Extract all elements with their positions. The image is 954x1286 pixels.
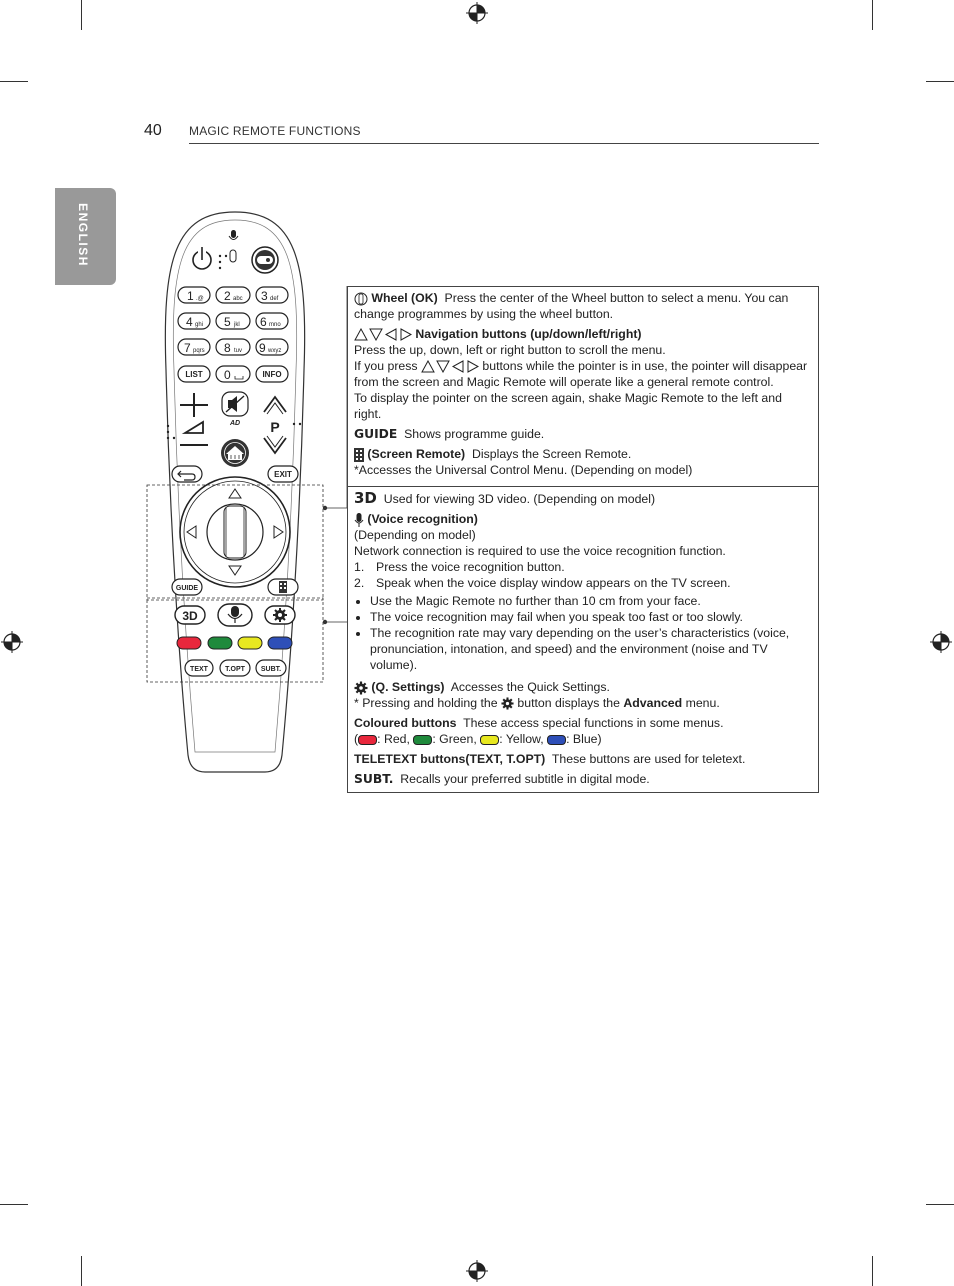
green-key bbox=[208, 637, 232, 649]
voice-recognition-icon bbox=[218, 604, 252, 626]
wheel-icon bbox=[180, 477, 290, 587]
crop-mark bbox=[81, 1256, 82, 1286]
teletext-entry bbox=[354, 751, 812, 767]
svg-text:1: 1 bbox=[187, 289, 194, 303]
screen-remote-note: *Accesses the Universal Control Menu. (Depending on model) bbox=[354, 463, 693, 477]
wheel-text: Press the center of the Wheel button to select a menu. You can change programmes by using the wheel button. bbox=[354, 291, 789, 321]
svg-text:.@: .@ bbox=[196, 296, 204, 302]
registration-mark-icon bbox=[1, 631, 23, 653]
subt-key bbox=[256, 660, 286, 676]
input-button-icon bbox=[252, 247, 278, 273]
description-table bbox=[347, 286, 819, 793]
qsettings-note: * Pressing and holding the button displays the Advanced menu. bbox=[354, 696, 720, 710]
language-tab-label: ENGLISH bbox=[76, 203, 90, 267]
qsettings-entry bbox=[354, 679, 812, 711]
voice-steps bbox=[354, 559, 812, 591]
yellow-key bbox=[238, 637, 262, 649]
svg-text:wxyz: wxyz bbox=[268, 348, 282, 354]
info-key bbox=[256, 366, 288, 382]
page-number: 40 bbox=[144, 122, 162, 139]
microphone-icon bbox=[354, 513, 364, 527]
green-key-icon bbox=[413, 735, 432, 745]
list-key bbox=[178, 366, 210, 382]
svg-text:GUIDE: GUIDE bbox=[175, 585, 199, 592]
list-item: • Use the Magic Remote no further than 10 cm from your face. bbox=[370, 593, 812, 609]
settings-gear-icon bbox=[501, 697, 514, 710]
coloured-text: These access special functions in some menus. bbox=[463, 716, 724, 730]
back-icon bbox=[172, 466, 202, 482]
svg-text:mno: mno bbox=[269, 322, 281, 328]
number-key-6 bbox=[256, 313, 288, 329]
description-section-lower bbox=[348, 486, 818, 792]
wheel-icon bbox=[354, 292, 368, 306]
blue-key-icon bbox=[547, 735, 566, 745]
svg-text:3D: 3D bbox=[182, 609, 198, 623]
crop-mark bbox=[81, 0, 82, 30]
coloured-title: Coloured buttons bbox=[354, 716, 457, 730]
screen-remote-text: Displays the Screen Remote. bbox=[472, 447, 632, 461]
settings-gear-icon bbox=[265, 606, 295, 624]
threed-entry bbox=[354, 490, 812, 507]
number-key-5 bbox=[216, 313, 250, 329]
header-rule bbox=[189, 143, 819, 144]
svg-text:EXIT: EXIT bbox=[274, 470, 292, 479]
number-key-1 bbox=[178, 287, 210, 303]
qsettings-title: (Q. Settings) bbox=[371, 680, 445, 694]
number-key-2 bbox=[216, 287, 250, 303]
voice-bullets bbox=[354, 593, 812, 673]
blue-key bbox=[268, 637, 292, 649]
svg-text:T.OPT: T.OPT bbox=[225, 666, 245, 673]
registration-mark-icon bbox=[466, 1260, 488, 1282]
threed-text: Used for viewing 3D video. (Depending on model) bbox=[383, 492, 656, 506]
crop-mark bbox=[0, 81, 28, 82]
svg-text:8: 8 bbox=[224, 341, 231, 355]
svg-text:2: 2 bbox=[224, 289, 231, 303]
wheel-title: Wheel (OK) bbox=[371, 291, 438, 305]
red-key bbox=[177, 637, 201, 649]
voice-line1: (Depending on model) bbox=[354, 528, 476, 542]
screen-remote-icon bbox=[268, 579, 298, 595]
svg-text:9: 9 bbox=[259, 341, 266, 355]
svg-text:pqrs: pqrs bbox=[193, 348, 205, 354]
guide-text: Shows programme guide. bbox=[404, 427, 545, 441]
threed-key bbox=[175, 606, 205, 624]
coloured-entry bbox=[354, 715, 812, 747]
red-key-icon bbox=[358, 735, 377, 745]
svg-text:6: 6 bbox=[260, 315, 267, 329]
svg-text:INFO: INFO bbox=[262, 370, 282, 379]
navigation-entry bbox=[354, 326, 812, 422]
teletext-title: TELETEXT buttons(TEXT, T.OPT) bbox=[354, 752, 546, 766]
screen-remote-icon bbox=[354, 448, 364, 462]
voice-line2: Network connection is required to use the voice recognition function. bbox=[354, 544, 726, 558]
navigation-arrows-icon bbox=[354, 328, 412, 341]
svg-text:abc: abc bbox=[233, 296, 243, 302]
teletext-text: These buttons are used for teletext. bbox=[551, 752, 746, 766]
svg-text:jkl: jkl bbox=[234, 322, 240, 328]
number-key-8 bbox=[216, 339, 250, 355]
svg-text:3: 3 bbox=[261, 289, 268, 303]
guide-title: GUIDE bbox=[354, 427, 398, 441]
navigation-line1: Press the up, down, left or right button to scroll the menu. bbox=[354, 343, 666, 357]
qsettings-text: Accesses the Quick Settings. bbox=[450, 680, 610, 694]
guide-entry bbox=[354, 426, 812, 442]
list-item: • The voice recognition may fail when you speak too fast or too slowly. bbox=[370, 609, 812, 625]
section-title: MAGIC REMOTE FUNCTIONS bbox=[189, 124, 361, 138]
zero-key bbox=[216, 366, 250, 382]
svg-text:def: def bbox=[270, 296, 279, 302]
svg-text:0: 0 bbox=[224, 368, 231, 382]
navigation-line3: To display the pointer on the screen again, shake Magic Remote to the left and right. bbox=[354, 391, 782, 421]
crop-mark bbox=[872, 0, 873, 30]
voice-entry bbox=[354, 511, 812, 673]
magic-remote-illustration bbox=[140, 200, 330, 780]
threed-title: 3D bbox=[354, 489, 377, 507]
svg-text:TEXT: TEXT bbox=[190, 666, 208, 673]
list-item: 2. Speak when the voice display window appears on the TV screen. bbox=[354, 576, 731, 590]
subt-text: Recalls your preferred subtitle in digital mode. bbox=[400, 772, 650, 786]
number-key-7 bbox=[178, 339, 210, 355]
navigation-arrows-icon bbox=[421, 360, 479, 373]
yellow-key-icon bbox=[480, 735, 499, 745]
svg-text:AD: AD bbox=[229, 420, 241, 427]
number-key-9 bbox=[256, 339, 288, 355]
svg-text:ghi: ghi bbox=[195, 322, 204, 328]
settings-gear-icon bbox=[354, 681, 368, 695]
svg-text:4: 4 bbox=[186, 315, 193, 329]
navigation-line2a: If you press bbox=[354, 359, 418, 373]
number-key-4 bbox=[178, 313, 210, 329]
text-key bbox=[185, 660, 213, 676]
list-item: • The recognition rate may vary depending on the user’s characteristics (voice, pronunciation, intonation, and speed) and the environment (noise and TV volume). bbox=[370, 625, 812, 673]
svg-text:LIST: LIST bbox=[185, 370, 203, 379]
subt-title: SUBT. bbox=[354, 772, 394, 786]
registration-mark-icon bbox=[466, 2, 488, 24]
registration-mark-icon bbox=[930, 631, 952, 653]
svg-text:tuv: tuv bbox=[234, 348, 243, 354]
svg-text:SUBT.: SUBT. bbox=[260, 666, 282, 673]
voice-title: (Voice recognition) bbox=[367, 512, 478, 526]
svg-text:5: 5 bbox=[224, 315, 231, 329]
navigation-title: Navigation buttons (up/down/left/right) bbox=[415, 327, 642, 341]
number-key-3 bbox=[256, 287, 288, 303]
guide-key bbox=[172, 579, 202, 595]
channel-label: P bbox=[270, 419, 280, 435]
crop-mark bbox=[926, 1204, 954, 1205]
crop-mark bbox=[872, 1256, 873, 1286]
crop-mark bbox=[0, 1204, 28, 1205]
screen-remote-entry bbox=[354, 446, 812, 478]
coloured-legend: ( : Red, : Green, : Yellow, : Blue) bbox=[354, 732, 602, 746]
topt-key bbox=[220, 660, 250, 676]
exit-key bbox=[268, 466, 298, 482]
svg-text:7: 7 bbox=[184, 341, 191, 355]
screen-remote-title: (Screen Remote) bbox=[367, 447, 466, 461]
wheel-entry bbox=[354, 290, 812, 322]
crop-mark bbox=[926, 81, 954, 82]
language-tab bbox=[55, 188, 116, 285]
list-item: 1. Press the voice recognition button. bbox=[354, 560, 565, 574]
navigation-line2b: buttons while the pointer is in use, the pointer will disappear from the screen and Magic Remote will operate like a general remote control. bbox=[354, 359, 808, 389]
home-icon bbox=[221, 439, 249, 467]
subt-entry bbox=[354, 771, 812, 787]
leader-lines bbox=[320, 286, 350, 626]
description-section-upper bbox=[348, 287, 818, 486]
